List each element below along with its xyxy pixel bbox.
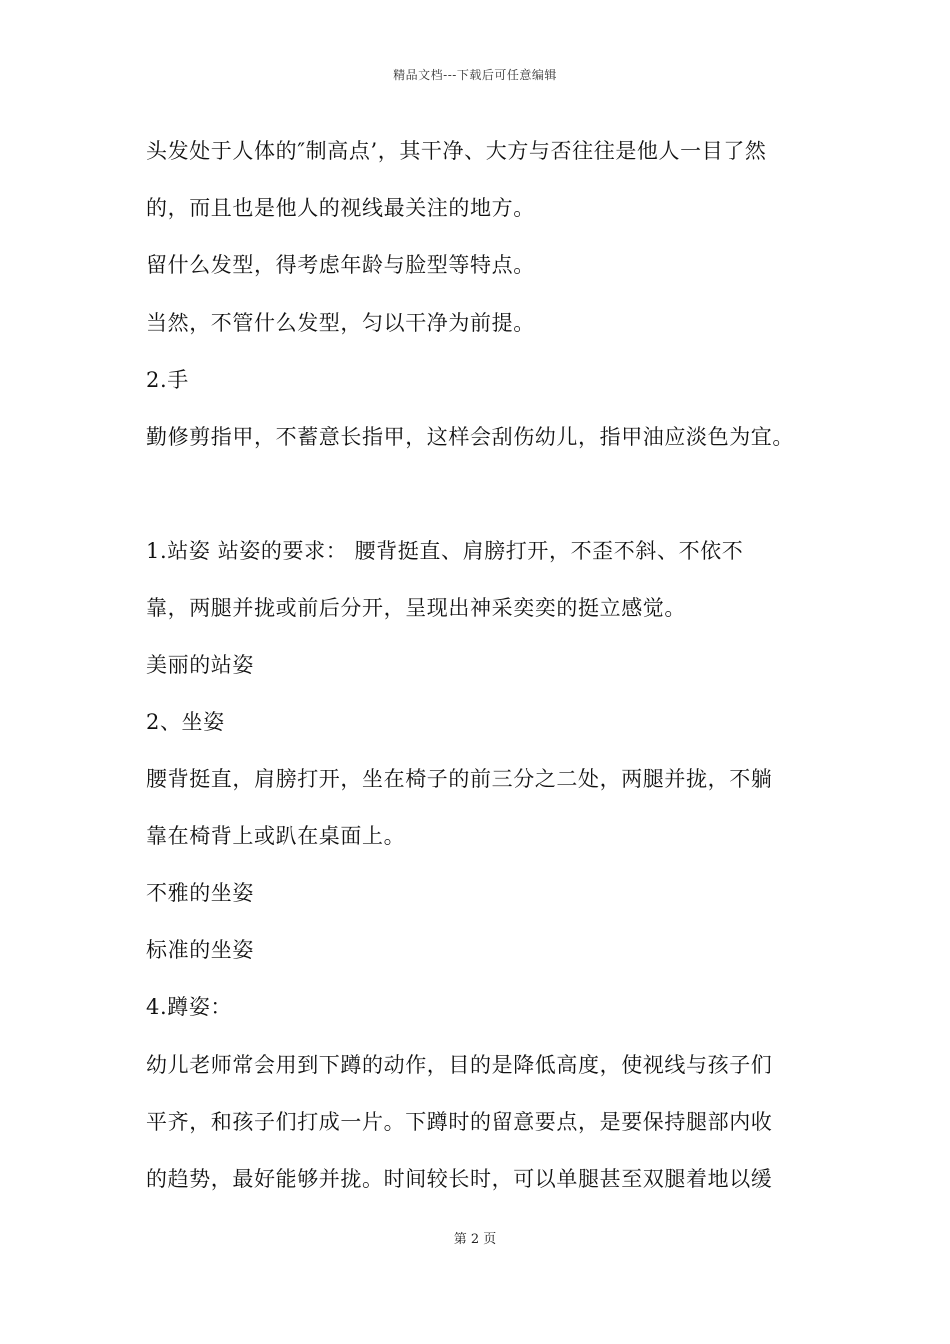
paragraph-line: 当然，不管什么发型，匀以干净为前提。 — [146, 311, 535, 335]
caption-line: 标准的坐姿 — [146, 938, 254, 962]
paragraph-line: 的，而且也是他人的视线最关注的地方。 — [146, 196, 535, 220]
page-number: 第 2 页 — [453, 1232, 497, 1247]
paragraph-line: 靠在椅背上或趴在桌面上。 — [146, 824, 406, 848]
paragraph-line: 头发处于人体的″制高点’，其干净、大方与否往往是他人一目了然 — [146, 139, 767, 163]
section-heading: 2、坐姿 — [146, 710, 225, 734]
paragraph-line: 靠，两腿并拢或前后分开，呈现出神采奕奕的挺立感觉。 — [146, 596, 686, 620]
section-heading: 4.蹲姿： — [146, 995, 233, 1019]
paragraph-line: 平齐，和孩子们打成一片。下蹲时的留意要点，是要保持腿部内收 — [146, 1110, 773, 1134]
page-header: 精品文档---下载后可任意编辑 — [393, 68, 557, 82]
section-heading: 2.手 — [146, 368, 189, 392]
paragraph-line: 勤修剪指甲，不蓄意长指甲，这样会刮伤幼儿，指甲油应淡色为宜。 — [146, 425, 794, 449]
paragraph-line: 幼儿老师常会用到下蹲的动作，目的是降低高度，使视线与孩子们 — [146, 1053, 773, 1077]
section-heading: 1.站姿 站姿的要求： 腰背挺直、肩膀打开，不歪不斜、不依不 — [146, 539, 744, 563]
caption-line: 不雅的坐姿 — [146, 881, 254, 905]
paragraph-line: 腰背挺直，肩膀打开，坐在椅子的前三分之二处，两腿并拢，不躺 — [146, 767, 773, 791]
caption-line: 美丽的站姿 — [146, 653, 254, 677]
paragraph-line: 的趋势，最好能够并拢。时间较长时，可以单腿甚至双腿着地以缓 — [146, 1167, 773, 1191]
paragraph-line: 留什么发型，得考虑年龄与脸型等特点。 — [146, 253, 535, 277]
